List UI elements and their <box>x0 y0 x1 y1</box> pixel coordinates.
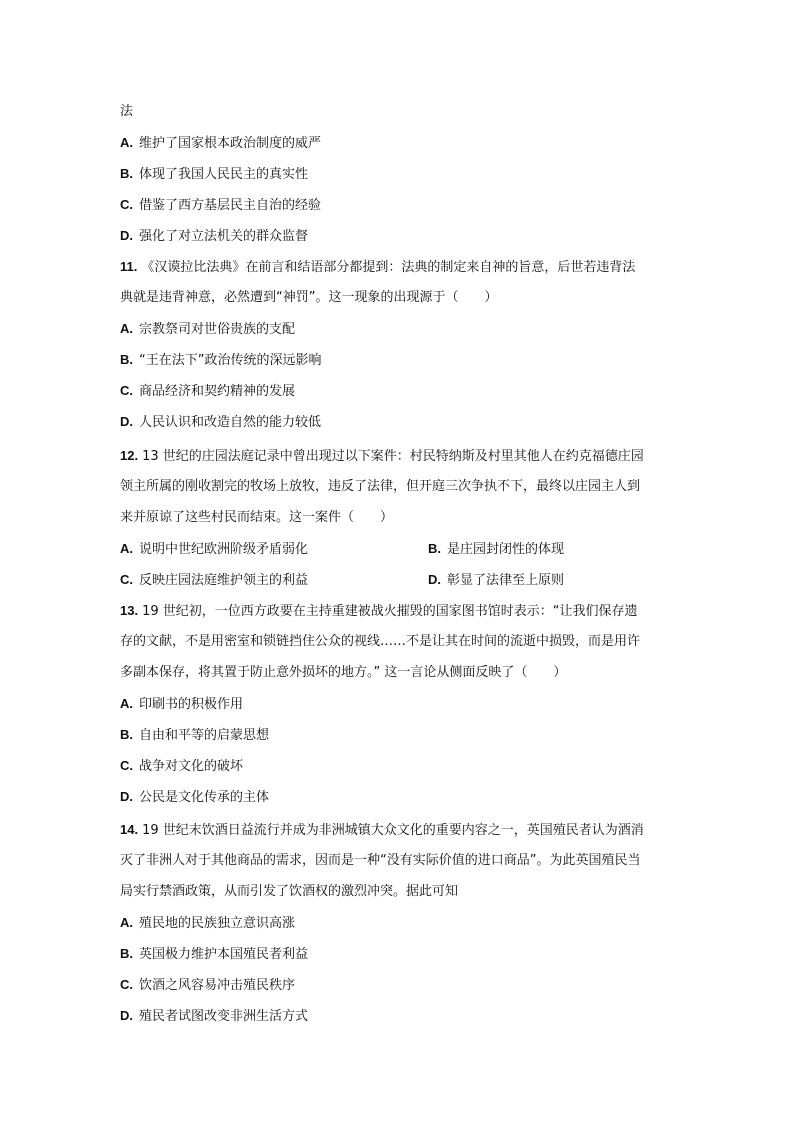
q12-option-b <box>428 539 564 560</box>
option-text: 反映庄园法庭维护领主的利益 <box>139 573 309 588</box>
option-letter: C. <box>120 383 133 398</box>
option-text: 殖民者试图改变非洲生活方式 <box>139 1009 309 1024</box>
q14-stem-line-2 <box>120 851 640 871</box>
q14-option-b <box>120 944 308 965</box>
question-text: 多副本保存，将其置于防止意外损坏的地方。” 这一言论从侧面反映了（ ） <box>120 665 567 680</box>
option-letter: B. <box>120 352 133 367</box>
question-text: 灭了非洲人对于其他商品的需求，因而是一种“没有实际价值的进口商品”。为此英国殖民当 <box>120 853 641 868</box>
option-letter: A. <box>120 696 133 711</box>
q10-tail <box>120 102 133 122</box>
q14-option-c <box>120 975 295 996</box>
question-number: 11. <box>120 259 138 274</box>
option-text: 人民认识和改造自然的能力较低 <box>139 415 322 430</box>
option-text: 自由和平等的启蒙思想 <box>139 728 270 743</box>
option-text: 彰显了法律至上原则 <box>447 573 565 588</box>
q13-option-b <box>120 725 269 746</box>
q14-stem-line-3 <box>120 882 458 902</box>
option-letter: A. <box>120 541 133 556</box>
question-text: 19 世纪末饮酒日益流行并成为非洲城镇大众文化的重要内容之一，英国殖民者认为酒消 <box>142 823 644 838</box>
option-letter: C. <box>120 758 133 773</box>
option-text: “王在法下”政治传统的深远影响 <box>139 353 322 368</box>
question-text: 局实行禁酒政策，从而引发了饮酒权的激烈冲突。据此可知 <box>120 884 459 899</box>
option-text: 宗教祭司对世俗贵族的支配 <box>139 322 296 337</box>
option-text: 饮酒之风容易冲击殖民秩序 <box>139 978 296 993</box>
q11-stem-line-2 <box>120 288 497 308</box>
option-text: 是庄园封闭性的体现 <box>447 542 565 557</box>
q10-option-c <box>120 195 321 216</box>
q10-option-d <box>120 226 308 247</box>
option-text: 商品经济和契约精神的发展 <box>139 384 296 399</box>
q14-stem-line-1 <box>120 820 644 841</box>
option-text: 公民是文化传承的主体 <box>139 790 270 805</box>
option-letter: D. <box>120 1008 133 1023</box>
q14-option-d <box>120 1006 308 1027</box>
question-text: 领主所属的刚收割完的牧场上放牧，违反了法律，但开庭三次争执不下，最终以庄园主人到 <box>120 479 641 494</box>
q13-option-c <box>120 756 243 777</box>
option-letter: D. <box>120 228 133 243</box>
question-text: 来并原谅了这些村民而结束。这一案件（ ） <box>120 510 394 525</box>
q12-stem-line-2 <box>120 477 640 497</box>
question-text: 《汉谟拉比法典》在前言和结语部分都提到：法典的制定来自神的旨意，后世若违背法 <box>141 260 636 275</box>
question-text: 19 世纪初，一位西方政要在主持重建被战火摧毁的国家图书馆时表示：“让我们保存遗 <box>142 604 638 619</box>
option-letter: C. <box>120 197 133 212</box>
q13-option-a <box>120 694 243 715</box>
option-letter: A. <box>120 135 133 150</box>
question-number: 14. <box>120 822 139 837</box>
q10-tail-text: 法 <box>120 104 134 119</box>
q13-stem-line-2 <box>120 632 640 652</box>
q12-option-a <box>120 539 308 560</box>
option-text: 借鉴了西方基层民主自治的经验 <box>139 198 322 213</box>
option-letter: D. <box>428 572 441 587</box>
q10-option-b <box>120 164 308 185</box>
q12-option-c <box>120 570 308 591</box>
q11-option-c <box>120 381 295 402</box>
option-letter: C. <box>120 977 133 992</box>
option-text: 维护了国家根本政治制度的威严 <box>139 136 322 151</box>
question-text: 典就是违背神意，必然遭到“神罚”。这一现象的出现源于（ ） <box>120 290 498 305</box>
option-letter: B. <box>120 946 133 961</box>
question-text: 13 世纪的庄园法庭记录中曾出现过以下案件：村民特纳斯及村里其他人在约克福德庄园 <box>142 449 644 464</box>
option-letter: C. <box>120 572 133 587</box>
q13-stem-line-3 <box>120 663 566 683</box>
option-text: 战争对文化的破坏 <box>139 759 244 774</box>
question-number: 13. <box>120 603 139 618</box>
q11-option-b <box>120 350 321 371</box>
option-text: 强化了对立法机关的群众监督 <box>139 229 309 244</box>
q12-stem-line-3 <box>120 508 393 528</box>
option-text: 印刷书的积极作用 <box>139 697 244 712</box>
q14-option-a <box>120 913 295 934</box>
q12-stem-line-1 <box>120 446 644 467</box>
option-letter: D. <box>120 789 133 804</box>
q11-option-d <box>120 412 321 433</box>
option-letter: B. <box>120 727 133 742</box>
q11-stem-line-1 <box>120 257 635 278</box>
option-letter: B. <box>120 166 133 181</box>
option-text: 说明中世纪欧洲阶级矛盾弱化 <box>139 542 309 557</box>
q13-option-d <box>120 787 269 808</box>
option-text: 英国极力维护本国殖民者利益 <box>139 947 309 962</box>
q12-option-d <box>428 570 564 591</box>
question-number: 12. <box>120 448 139 463</box>
question-text: 存的文献，不是用密室和锁链挡住公众的视线……不是让其在时间的流逝中损毁，而是用许 <box>120 634 641 649</box>
option-letter: D. <box>120 414 133 429</box>
option-letter: A. <box>120 321 133 336</box>
q10-option-a <box>120 133 321 154</box>
option-text: 殖民地的民族独立意识高涨 <box>139 916 296 931</box>
option-text: 体现了我国人民民主的真实性 <box>139 167 309 182</box>
q11-option-a <box>120 319 295 340</box>
option-letter: A. <box>120 915 133 930</box>
q13-stem-line-1 <box>120 601 638 622</box>
option-letter: B. <box>428 541 441 556</box>
